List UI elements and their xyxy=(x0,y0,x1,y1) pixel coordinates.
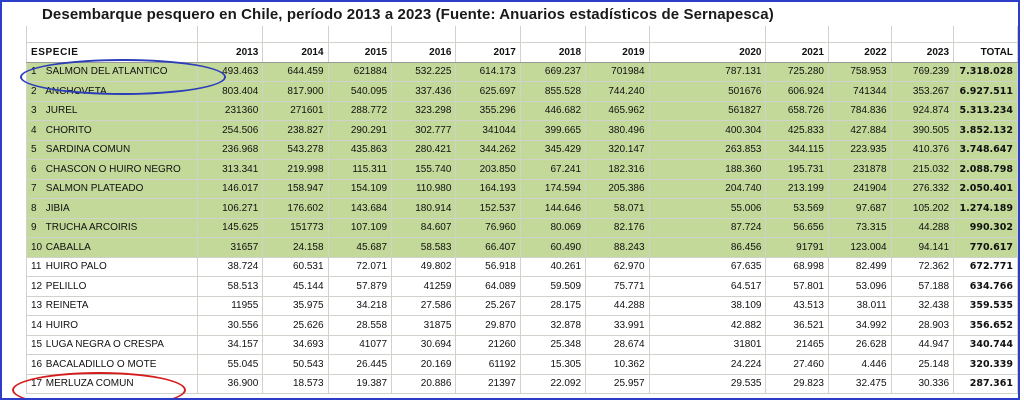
value-cell[interactable]: 72.362 xyxy=(891,257,954,277)
value-cell[interactable]: 787.131 xyxy=(649,62,766,82)
value-cell[interactable]: 410.376 xyxy=(891,140,954,160)
value-cell[interactable]: 44.288 xyxy=(586,296,649,316)
rank-number: 2 xyxy=(31,85,37,97)
total-cell[interactable]: 2.050.401 xyxy=(954,179,1018,199)
value-cell[interactable]: 271601 xyxy=(263,101,328,121)
value-cell[interactable]: 10.362 xyxy=(586,355,649,375)
value-cell[interactable]: 158.947 xyxy=(263,179,328,199)
value-cell[interactable]: 110.980 xyxy=(392,179,456,199)
value-cell[interactable]: 35.975 xyxy=(263,296,328,316)
value-cell[interactable]: 53.569 xyxy=(766,199,829,219)
value-cell[interactable]: 57.879 xyxy=(328,277,391,297)
species-name: SALMON PLATEADO xyxy=(45,183,144,195)
value-cell[interactable]: 31875 xyxy=(392,316,456,336)
value-cell[interactable]: 540.095 xyxy=(328,82,391,102)
value-cell[interactable]: 4.446 xyxy=(828,355,891,375)
value-cell[interactable]: 45.687 xyxy=(328,238,391,258)
value-cell[interactable]: 155.740 xyxy=(392,160,456,180)
rank-number: 7 xyxy=(31,183,37,195)
value-cell[interactable]: 24.224 xyxy=(649,355,766,375)
species-cell[interactable] xyxy=(27,218,198,238)
value-cell[interactable]: 58.513 xyxy=(197,277,262,297)
table-row xyxy=(27,355,1018,375)
total-cell[interactable]: 356.652 xyxy=(954,316,1018,336)
total-cell[interactable]: 320.339 xyxy=(954,355,1018,375)
species-name: PELILLO xyxy=(45,280,87,292)
value-cell[interactable]: 493.463 xyxy=(197,62,262,82)
value-cell[interactable]: 446.682 xyxy=(520,101,585,121)
value-cell[interactable]: 204.740 xyxy=(649,179,766,199)
total-cell[interactable]: 7.318.028 xyxy=(954,62,1018,82)
species-cell[interactable] xyxy=(27,199,198,219)
rank-number: 10 xyxy=(31,241,43,253)
value-cell[interactable]: 188.360 xyxy=(649,160,766,180)
value-cell[interactable]: 195.731 xyxy=(766,160,829,180)
species-name: MERLUZA COMUN xyxy=(45,378,134,390)
total-cell[interactable]: 340.744 xyxy=(954,335,1018,355)
value-cell[interactable]: 44.288 xyxy=(891,218,954,238)
value-cell[interactable]: 86.456 xyxy=(649,238,766,258)
value-cell[interactable]: 30.336 xyxy=(891,374,954,394)
value-cell[interactable]: 341044 xyxy=(456,121,520,141)
rank-number: 13 xyxy=(31,300,43,312)
value-cell[interactable]: 924.874 xyxy=(891,101,954,121)
value-cell[interactable]: 32.438 xyxy=(891,296,954,316)
header-row xyxy=(27,43,1018,63)
value-cell[interactable]: 31801 xyxy=(649,335,766,355)
value-cell[interactable]: 105.202 xyxy=(891,199,954,219)
value-cell[interactable]: 323.298 xyxy=(392,101,456,121)
value-cell[interactable]: 15.305 xyxy=(520,355,585,375)
value-cell[interactable]: 145.625 xyxy=(197,218,262,238)
value-cell[interactable]: 19.387 xyxy=(328,374,391,394)
value-cell[interactable]: 29.870 xyxy=(456,316,520,336)
value-cell[interactable]: 263.853 xyxy=(649,140,766,160)
value-cell[interactable]: 400.304 xyxy=(649,121,766,141)
species-cell[interactable] xyxy=(27,62,198,82)
value-cell[interactable]: 151773 xyxy=(263,218,328,238)
value-cell[interactable]: 669.237 xyxy=(520,62,585,82)
value-cell[interactable]: 87.724 xyxy=(649,218,766,238)
table-row xyxy=(27,121,1018,141)
total-cell[interactable]: 3.852.132 xyxy=(954,121,1018,141)
value-cell[interactable]: 115.311 xyxy=(328,160,391,180)
value-cell[interactable]: 31657 xyxy=(197,238,262,258)
value-cell[interactable]: 164.193 xyxy=(456,179,520,199)
value-cell[interactable]: 20.169 xyxy=(392,355,456,375)
value-cell[interactable]: 66.407 xyxy=(456,238,520,258)
value-cell[interactable]: 88.243 xyxy=(586,238,649,258)
species-cell[interactable] xyxy=(27,316,198,336)
rank-number: 5 xyxy=(31,144,37,156)
species-name: HUIRO PALO xyxy=(45,261,107,273)
value-cell[interactable]: 213.199 xyxy=(766,179,829,199)
species-name: JUREL xyxy=(45,105,78,117)
rank-number: 8 xyxy=(31,202,37,214)
value-cell[interactable]: 38.724 xyxy=(197,257,262,277)
value-cell[interactable]: 241904 xyxy=(828,179,891,199)
header-2020: 2020 xyxy=(649,43,766,63)
value-cell[interactable]: 614.173 xyxy=(456,62,520,82)
value-cell[interactable]: 174.594 xyxy=(520,179,585,199)
species-name: JIBIA xyxy=(45,202,70,214)
value-cell[interactable]: 561827 xyxy=(649,101,766,121)
table-row xyxy=(27,82,1018,102)
value-cell[interactable]: 25.348 xyxy=(520,335,585,355)
value-cell[interactable]: 25.267 xyxy=(456,296,520,316)
value-cell[interactable]: 313.341 xyxy=(197,160,262,180)
total-cell[interactable]: 3.748.647 xyxy=(954,140,1018,160)
species-name: CHASCON O HUIRO NEGRO xyxy=(45,163,181,175)
value-cell[interactable]: 30.694 xyxy=(392,335,456,355)
value-cell[interactable]: 344.262 xyxy=(456,140,520,160)
value-cell[interactable]: 425.833 xyxy=(766,121,829,141)
species-cell[interactable] xyxy=(27,160,198,180)
value-cell[interactable]: 45.144 xyxy=(263,277,328,297)
value-cell[interactable]: 57.188 xyxy=(891,277,954,297)
value-cell[interactable]: 64.089 xyxy=(456,277,520,297)
value-cell[interactable]: 725.280 xyxy=(766,62,829,82)
landings-table xyxy=(26,26,1018,394)
value-cell[interactable]: 56.656 xyxy=(766,218,829,238)
value-cell[interactable]: 24.158 xyxy=(263,238,328,258)
species-cell[interactable] xyxy=(27,277,198,297)
rank-number: 16 xyxy=(31,358,43,370)
value-cell[interactable]: 223.935 xyxy=(828,140,891,160)
species-cell[interactable] xyxy=(27,296,198,316)
value-cell[interactable]: 61192 xyxy=(456,355,520,375)
header-2021: 2021 xyxy=(766,43,829,63)
value-cell[interactable]: 203.850 xyxy=(456,160,520,180)
value-cell[interactable]: 42.882 xyxy=(649,316,766,336)
value-cell[interactable]: 644.459 xyxy=(263,62,328,82)
value-cell[interactable]: 76.960 xyxy=(456,218,520,238)
value-cell[interactable]: 22.092 xyxy=(520,374,585,394)
value-cell[interactable]: 26.445 xyxy=(328,355,391,375)
total-cell[interactable]: 770.617 xyxy=(954,238,1018,258)
value-cell[interactable]: 427.884 xyxy=(828,121,891,141)
species-cell[interactable] xyxy=(27,179,198,199)
value-cell[interactable]: 803.404 xyxy=(197,82,262,102)
value-cell[interactable]: 56.918 xyxy=(456,257,520,277)
species-cell[interactable] xyxy=(27,238,198,258)
value-cell[interactable]: 146.017 xyxy=(197,179,262,199)
value-cell[interactable]: 337.436 xyxy=(392,82,456,102)
header-2018: 2018 xyxy=(520,43,585,63)
value-cell[interactable]: 231360 xyxy=(197,101,262,121)
value-cell[interactable]: 68.998 xyxy=(766,257,829,277)
value-cell[interactable]: 238.827 xyxy=(263,121,328,141)
value-cell[interactable]: 27.586 xyxy=(392,296,456,316)
total-cell[interactable]: 2.088.798 xyxy=(954,160,1018,180)
value-cell[interactable]: 53.096 xyxy=(828,277,891,297)
table-row xyxy=(27,277,1018,297)
value-cell[interactable]: 34.157 xyxy=(197,335,262,355)
value-cell[interactable]: 43.513 xyxy=(766,296,829,316)
value-cell[interactable]: 58.583 xyxy=(392,238,456,258)
species-cell[interactable] xyxy=(27,257,198,277)
species-name: CABALLA xyxy=(45,241,91,253)
value-cell[interactable]: 58.071 xyxy=(586,199,649,219)
value-cell[interactable]: 29.535 xyxy=(649,374,766,394)
value-cell[interactable]: 50.543 xyxy=(263,355,328,375)
value-cell[interactable]: 215.032 xyxy=(891,160,954,180)
value-cell[interactable]: 543.278 xyxy=(263,140,328,160)
total-cell[interactable]: 359.535 xyxy=(954,296,1018,316)
species-name: TRUCHA ARCOIRIS xyxy=(45,222,138,234)
value-cell[interactable]: 784.836 xyxy=(828,101,891,121)
value-cell[interactable]: 82.176 xyxy=(586,218,649,238)
value-cell[interactable]: 32.475 xyxy=(828,374,891,394)
value-cell[interactable]: 744.240 xyxy=(586,82,649,102)
rank-number: 14 xyxy=(31,319,43,331)
value-cell[interactable]: 80.069 xyxy=(520,218,585,238)
value-cell[interactable]: 60.490 xyxy=(520,238,585,258)
value-cell[interactable]: 236.968 xyxy=(197,140,262,160)
value-cell[interactable]: 94.141 xyxy=(891,238,954,258)
species-name: HUIRO xyxy=(45,319,79,331)
table-row xyxy=(27,238,1018,258)
value-cell[interactable]: 55.045 xyxy=(197,355,262,375)
header-2019: 2019 xyxy=(586,43,649,63)
species-name: CHORITO xyxy=(45,124,92,136)
value-cell[interactable]: 84.607 xyxy=(392,218,456,238)
species-name: ANCHOVETA xyxy=(45,85,107,97)
value-cell[interactable]: 769.239 xyxy=(891,62,954,82)
value-cell[interactable]: 658.726 xyxy=(766,101,829,121)
species-cell[interactable] xyxy=(27,121,198,141)
value-cell[interactable]: 625.697 xyxy=(456,82,520,102)
value-cell[interactable]: 290.291 xyxy=(328,121,391,141)
header-2023: 2023 xyxy=(891,43,954,63)
value-cell[interactable]: 276.332 xyxy=(891,179,954,199)
table-row xyxy=(27,257,1018,277)
value-cell[interactable]: 62.970 xyxy=(586,257,649,277)
rank-number: 15 xyxy=(31,339,43,351)
value-cell[interactable]: 34.218 xyxy=(328,296,391,316)
value-cell[interactable]: 29.823 xyxy=(766,374,829,394)
value-cell[interactable]: 38.109 xyxy=(649,296,766,316)
value-cell[interactable]: 30.556 xyxy=(197,316,262,336)
table-row xyxy=(27,316,1018,336)
table-row xyxy=(27,218,1018,238)
value-cell[interactable]: 182.316 xyxy=(586,160,649,180)
value-cell[interactable]: 231878 xyxy=(828,160,891,180)
value-cell[interactable]: 28.175 xyxy=(520,296,585,316)
table-row xyxy=(27,140,1018,160)
value-cell[interactable]: 288.772 xyxy=(328,101,391,121)
value-cell[interactable]: 465.962 xyxy=(586,101,649,121)
value-cell[interactable]: 97.687 xyxy=(828,199,891,219)
value-cell[interactable]: 36.900 xyxy=(197,374,262,394)
value-cell[interactable]: 152.537 xyxy=(456,199,520,219)
rank-number: 17 xyxy=(31,378,43,390)
value-cell[interactable]: 18.573 xyxy=(263,374,328,394)
header-especie: ESPECIE xyxy=(27,43,198,63)
value-cell[interactable]: 758.953 xyxy=(828,62,891,82)
species-cell[interactable] xyxy=(27,374,198,394)
total-cell[interactable]: 287.361 xyxy=(954,374,1018,394)
value-cell[interactable]: 144.646 xyxy=(520,199,585,219)
value-cell[interactable]: 107.109 xyxy=(328,218,391,238)
value-cell[interactable]: 219.998 xyxy=(263,160,328,180)
value-cell[interactable]: 302.777 xyxy=(392,121,456,141)
value-cell[interactable]: 606.924 xyxy=(766,82,829,102)
value-cell[interactable]: 26.628 xyxy=(828,335,891,355)
species-name: SALMON DEL ATLANTICO xyxy=(45,66,168,78)
rank-number: 9 xyxy=(31,222,37,234)
value-cell[interactable]: 21465 xyxy=(766,335,829,355)
header-2013: 2013 xyxy=(197,43,262,63)
value-cell[interactable]: 72.071 xyxy=(328,257,391,277)
value-cell[interactable]: 355.296 xyxy=(456,101,520,121)
value-cell[interactable]: 34.992 xyxy=(828,316,891,336)
table-row xyxy=(27,335,1018,355)
header-2016: 2016 xyxy=(392,43,456,63)
table-row xyxy=(27,179,1018,199)
value-cell[interactable]: 40.261 xyxy=(520,257,585,277)
species-cell[interactable] xyxy=(27,140,198,160)
header-2017: 2017 xyxy=(456,43,520,63)
value-cell[interactable]: 28.674 xyxy=(586,335,649,355)
value-cell[interactable]: 67.635 xyxy=(649,257,766,277)
species-cell[interactable] xyxy=(27,335,198,355)
value-cell[interactable]: 817.900 xyxy=(263,82,328,102)
value-cell[interactable]: 55.006 xyxy=(649,199,766,219)
value-cell[interactable]: 57.801 xyxy=(766,277,829,297)
header-total: TOTAL xyxy=(954,43,1018,63)
sheet-title: Desembarque pesquero en Chile, período 2013 a 2023 (Fuente: Anuarios estadísticos de Sernapesca) xyxy=(42,6,774,23)
value-cell[interactable]: 41259 xyxy=(392,277,456,297)
value-cell[interactable]: 82.499 xyxy=(828,257,891,277)
total-cell[interactable]: 5.313.234 xyxy=(954,101,1018,121)
total-cell[interactable]: 6.927.511 xyxy=(954,82,1018,102)
value-cell[interactable]: 532.225 xyxy=(392,62,456,82)
value-cell[interactable]: 33.991 xyxy=(586,316,649,336)
value-cell[interactable]: 25.148 xyxy=(891,355,954,375)
value-cell[interactable]: 621884 xyxy=(328,62,391,82)
value-cell[interactable]: 41077 xyxy=(328,335,391,355)
value-cell[interactable]: 21260 xyxy=(456,335,520,355)
value-cell[interactable]: 36.521 xyxy=(766,316,829,336)
value-cell[interactable]: 280.421 xyxy=(392,140,456,160)
value-cell[interactable]: 254.506 xyxy=(197,121,262,141)
table-row xyxy=(27,374,1018,394)
value-cell[interactable]: 34.693 xyxy=(263,335,328,355)
value-cell[interactable]: 701984 xyxy=(586,62,649,82)
total-cell[interactable]: 990.302 xyxy=(954,218,1018,238)
value-cell[interactable]: 28.558 xyxy=(328,316,391,336)
value-cell[interactable]: 345.429 xyxy=(520,140,585,160)
header-2015: 2015 xyxy=(328,43,391,63)
value-cell[interactable]: 143.684 xyxy=(328,199,391,219)
total-cell[interactable]: 1.274.189 xyxy=(954,199,1018,219)
value-cell[interactable]: 20.886 xyxy=(392,374,456,394)
value-cell[interactable]: 435.863 xyxy=(328,140,391,160)
value-cell[interactable]: 11955 xyxy=(197,296,262,316)
value-cell[interactable]: 180.914 xyxy=(392,199,456,219)
value-cell[interactable]: 38.011 xyxy=(828,296,891,316)
rank-number: 6 xyxy=(31,163,37,175)
total-cell[interactable]: 672.771 xyxy=(954,257,1018,277)
rank-number: 4 xyxy=(31,124,37,136)
value-cell[interactable]: 73.315 xyxy=(828,218,891,238)
total-cell[interactable]: 634.766 xyxy=(954,277,1018,297)
value-cell[interactable]: 21397 xyxy=(456,374,520,394)
blank-row xyxy=(27,26,1018,43)
table-row xyxy=(27,62,1018,82)
value-cell[interactable]: 25.626 xyxy=(263,316,328,336)
species-name: BACALADILLO O MOTE xyxy=(45,358,157,370)
value-cell[interactable]: 91791 xyxy=(766,238,829,258)
species-name: LUGA NEGRA O CRESPA xyxy=(45,339,164,351)
value-cell[interactable]: 123.004 xyxy=(828,238,891,258)
value-cell[interactable]: 25.957 xyxy=(586,374,649,394)
table-row xyxy=(27,296,1018,316)
value-cell[interactable]: 855.528 xyxy=(520,82,585,102)
value-cell[interactable]: 75.771 xyxy=(586,277,649,297)
value-cell[interactable]: 320.147 xyxy=(586,140,649,160)
species-cell[interactable] xyxy=(27,355,198,375)
value-cell[interactable]: 27.460 xyxy=(766,355,829,375)
value-cell[interactable]: 501676 xyxy=(649,82,766,102)
value-cell[interactable]: 64.517 xyxy=(649,277,766,297)
value-cell[interactable]: 59.509 xyxy=(520,277,585,297)
header-2014: 2014 xyxy=(263,43,328,63)
value-cell[interactable]: 399.665 xyxy=(520,121,585,141)
value-cell[interactable]: 60.531 xyxy=(263,257,328,277)
value-cell[interactable]: 67.241 xyxy=(520,160,585,180)
header-2022: 2022 xyxy=(828,43,891,63)
value-cell[interactable]: 390.505 xyxy=(891,121,954,141)
value-cell[interactable]: 205.386 xyxy=(586,179,649,199)
value-cell[interactable]: 344.115 xyxy=(766,140,829,160)
rank-number: 12 xyxy=(31,280,43,292)
value-cell[interactable]: 44.947 xyxy=(891,335,954,355)
rank-number: 11 xyxy=(31,261,42,273)
rank-number: 3 xyxy=(31,105,37,117)
table-row xyxy=(27,199,1018,219)
value-cell[interactable]: 154.109 xyxy=(328,179,391,199)
table-row xyxy=(27,160,1018,180)
rank-number: 1 xyxy=(31,66,37,78)
value-cell[interactable]: 353.267 xyxy=(891,82,954,102)
value-cell[interactable]: 106.271 xyxy=(197,199,262,219)
species-name: SARDINA COMUN xyxy=(45,144,131,156)
value-cell[interactable]: 32.878 xyxy=(520,316,585,336)
value-cell[interactable]: 176.602 xyxy=(263,199,328,219)
value-cell[interactable]: 49.802 xyxy=(392,257,456,277)
value-cell[interactable]: 380.496 xyxy=(586,121,649,141)
species-cell[interactable] xyxy=(27,82,198,102)
value-cell[interactable]: 28.903 xyxy=(891,316,954,336)
species-cell[interactable] xyxy=(27,101,198,121)
table-row xyxy=(27,101,1018,121)
value-cell[interactable]: 741344 xyxy=(828,82,891,102)
species-name: REINETA xyxy=(45,300,89,312)
